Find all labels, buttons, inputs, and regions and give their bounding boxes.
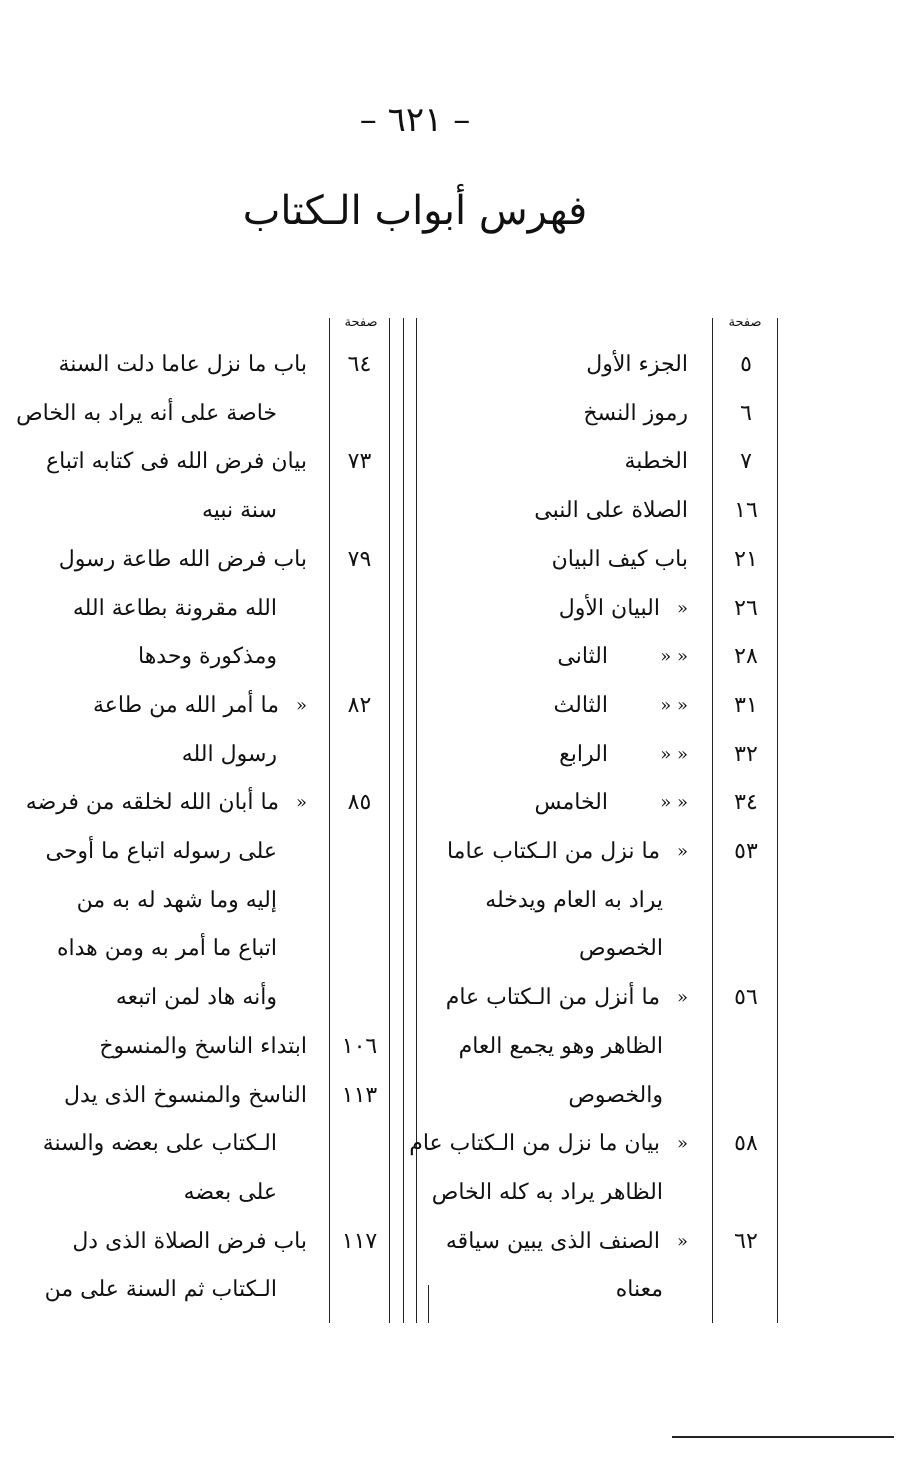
right-page-number: ٣٢	[734, 742, 758, 767]
left-entry: باب فرض الصلاة الذى دل	[72, 1229, 307, 1254]
right-entry: الخامس	[534, 790, 608, 815]
left-entry: اتباع ما أمر به ومن هداه	[56, 936, 277, 961]
divider-center-1	[403, 318, 404, 1323]
right-entry: معناه	[615, 1277, 663, 1302]
page-number: – ٦٢١ –	[359, 100, 471, 140]
right-page-number: ٣١	[734, 693, 758, 718]
right-entry: الظاهر يراد به كله الخاص	[431, 1180, 663, 1205]
right-entry: والخصوص	[568, 1083, 663, 1108]
left-entry: سنة نبيه	[201, 498, 277, 523]
right-ditto-mark: «	[676, 1231, 688, 1252]
right-entry: الرابع	[559, 742, 608, 767]
left-entry: خاصة على أنه يراد به الخاص	[16, 401, 277, 426]
left-ditto-mark: «	[295, 695, 307, 716]
left-entry: على رسوله اتباع ما أوحى	[45, 839, 277, 864]
page-column-header-left: صفحة	[344, 315, 378, 330]
right-entry: الجزء الأول	[586, 352, 688, 377]
left-entry: الناسخ والمنسوخ الذى يدل	[64, 1083, 307, 1108]
right-ditto-mark: «	[676, 987, 688, 1008]
right-page-number: ٥٦	[734, 985, 758, 1010]
right-entry: الخصوص	[578, 936, 663, 961]
right-entry: الثانى	[557, 644, 608, 669]
left-entry: ابتداء الناسخ والمنسوخ	[99, 1034, 307, 1059]
divider-left-page-col-right	[389, 318, 390, 1323]
right-entry: بيان ما نزل من الـكتاب عام	[409, 1131, 660, 1156]
left-entry: ومذكورة وحدها	[137, 644, 277, 669]
right-entry: الثالث	[553, 693, 608, 718]
left-entry: بيان فرض الله فى كتابه اتباع	[45, 449, 307, 474]
right-entry: الظاهر وهو يجمع العام	[458, 1034, 663, 1059]
left-entry: وأنه هاد لمن اتبعه	[115, 985, 277, 1010]
left-page-number: ١٠٦	[341, 1034, 378, 1059]
right-ditto-mark: «	[676, 1133, 688, 1154]
left-entry: الله مقرونة بطاعة الله	[72, 596, 277, 621]
right-page-number: ٦	[740, 401, 752, 426]
right-ditto-mark: « «	[660, 646, 688, 667]
divider-center-3	[428, 1285, 429, 1323]
left-entry: إليه وما شهد له به من	[76, 888, 277, 913]
left-page-number: ٨٢	[347, 693, 372, 718]
right-page-number: ١٦	[734, 498, 758, 523]
left-ditto-mark: «	[295, 792, 307, 813]
right-entry: ما أنزل من الـكتاب عام	[445, 985, 660, 1010]
left-page-number: ٧٣	[347, 449, 372, 474]
left-page-number: ٧٩	[347, 547, 372, 572]
right-entry: ما نزل من الـكتاب عاما	[446, 839, 660, 864]
right-page-number: ٣٤	[734, 790, 758, 815]
page-title: فهرس أبواب الـكتاب	[242, 188, 588, 234]
divider-right-page-col-right	[777, 318, 778, 1323]
left-entry: ما أمر الله من طاعة	[92, 693, 279, 718]
left-entry: الـكتاب ثم السنة على من	[44, 1277, 277, 1302]
right-page-number: ٧	[740, 449, 752, 474]
page-column-header-right: صفحة	[728, 315, 762, 330]
right-ditto-mark: «	[676, 598, 688, 619]
left-entry: ما أبان الله لخلقه من فرضه	[25, 790, 279, 815]
left-page-number: ٨٥	[347, 790, 372, 815]
right-ditto-mark: « «	[660, 744, 688, 765]
divider-right-page-col-left	[712, 318, 713, 1323]
right-page-number: ٥٨	[734, 1131, 758, 1156]
left-entry: رسول الله	[181, 742, 277, 767]
right-entry: يراد به العام ويدخله	[485, 888, 663, 913]
right-entry: الخطبة	[624, 449, 688, 474]
left-page-number: ٦٤	[347, 352, 372, 377]
right-entry: رموز النسخ	[583, 401, 688, 426]
right-page-number: ٢١	[734, 547, 758, 572]
right-page-number: ٢٨	[734, 644, 758, 669]
right-ditto-mark: «	[676, 841, 688, 862]
bottom-rule	[672, 1436, 894, 1438]
right-entry: الصنف الذى يبين سياقه	[445, 1229, 660, 1254]
right-entry: البيان الأول	[558, 596, 660, 621]
left-page-number: ١١٧	[341, 1229, 378, 1254]
right-page-number: ٥	[740, 352, 752, 377]
divider-left-page-col-left	[329, 318, 330, 1323]
left-page-number: ١١٣	[341, 1083, 378, 1108]
divider-center-2	[416, 318, 417, 1323]
right-entry: الصلاة على النبى	[534, 498, 688, 523]
right-entry: باب كيف البيان	[551, 547, 688, 572]
left-entry: الـكتاب على بعضه والسنة	[42, 1131, 277, 1156]
right-ditto-mark: « «	[660, 792, 688, 813]
left-entry: باب ما نزل عاما دلت السنة	[58, 352, 307, 377]
left-entry: باب فرض الله طاعة رسول	[58, 547, 307, 572]
right-page-number: ٢٦	[734, 596, 758, 621]
right-page-number: ٦٢	[734, 1229, 758, 1254]
right-ditto-mark: « «	[660, 695, 688, 716]
right-page-number: ٥٣	[734, 839, 758, 864]
left-entry: على بعضه	[183, 1180, 277, 1205]
